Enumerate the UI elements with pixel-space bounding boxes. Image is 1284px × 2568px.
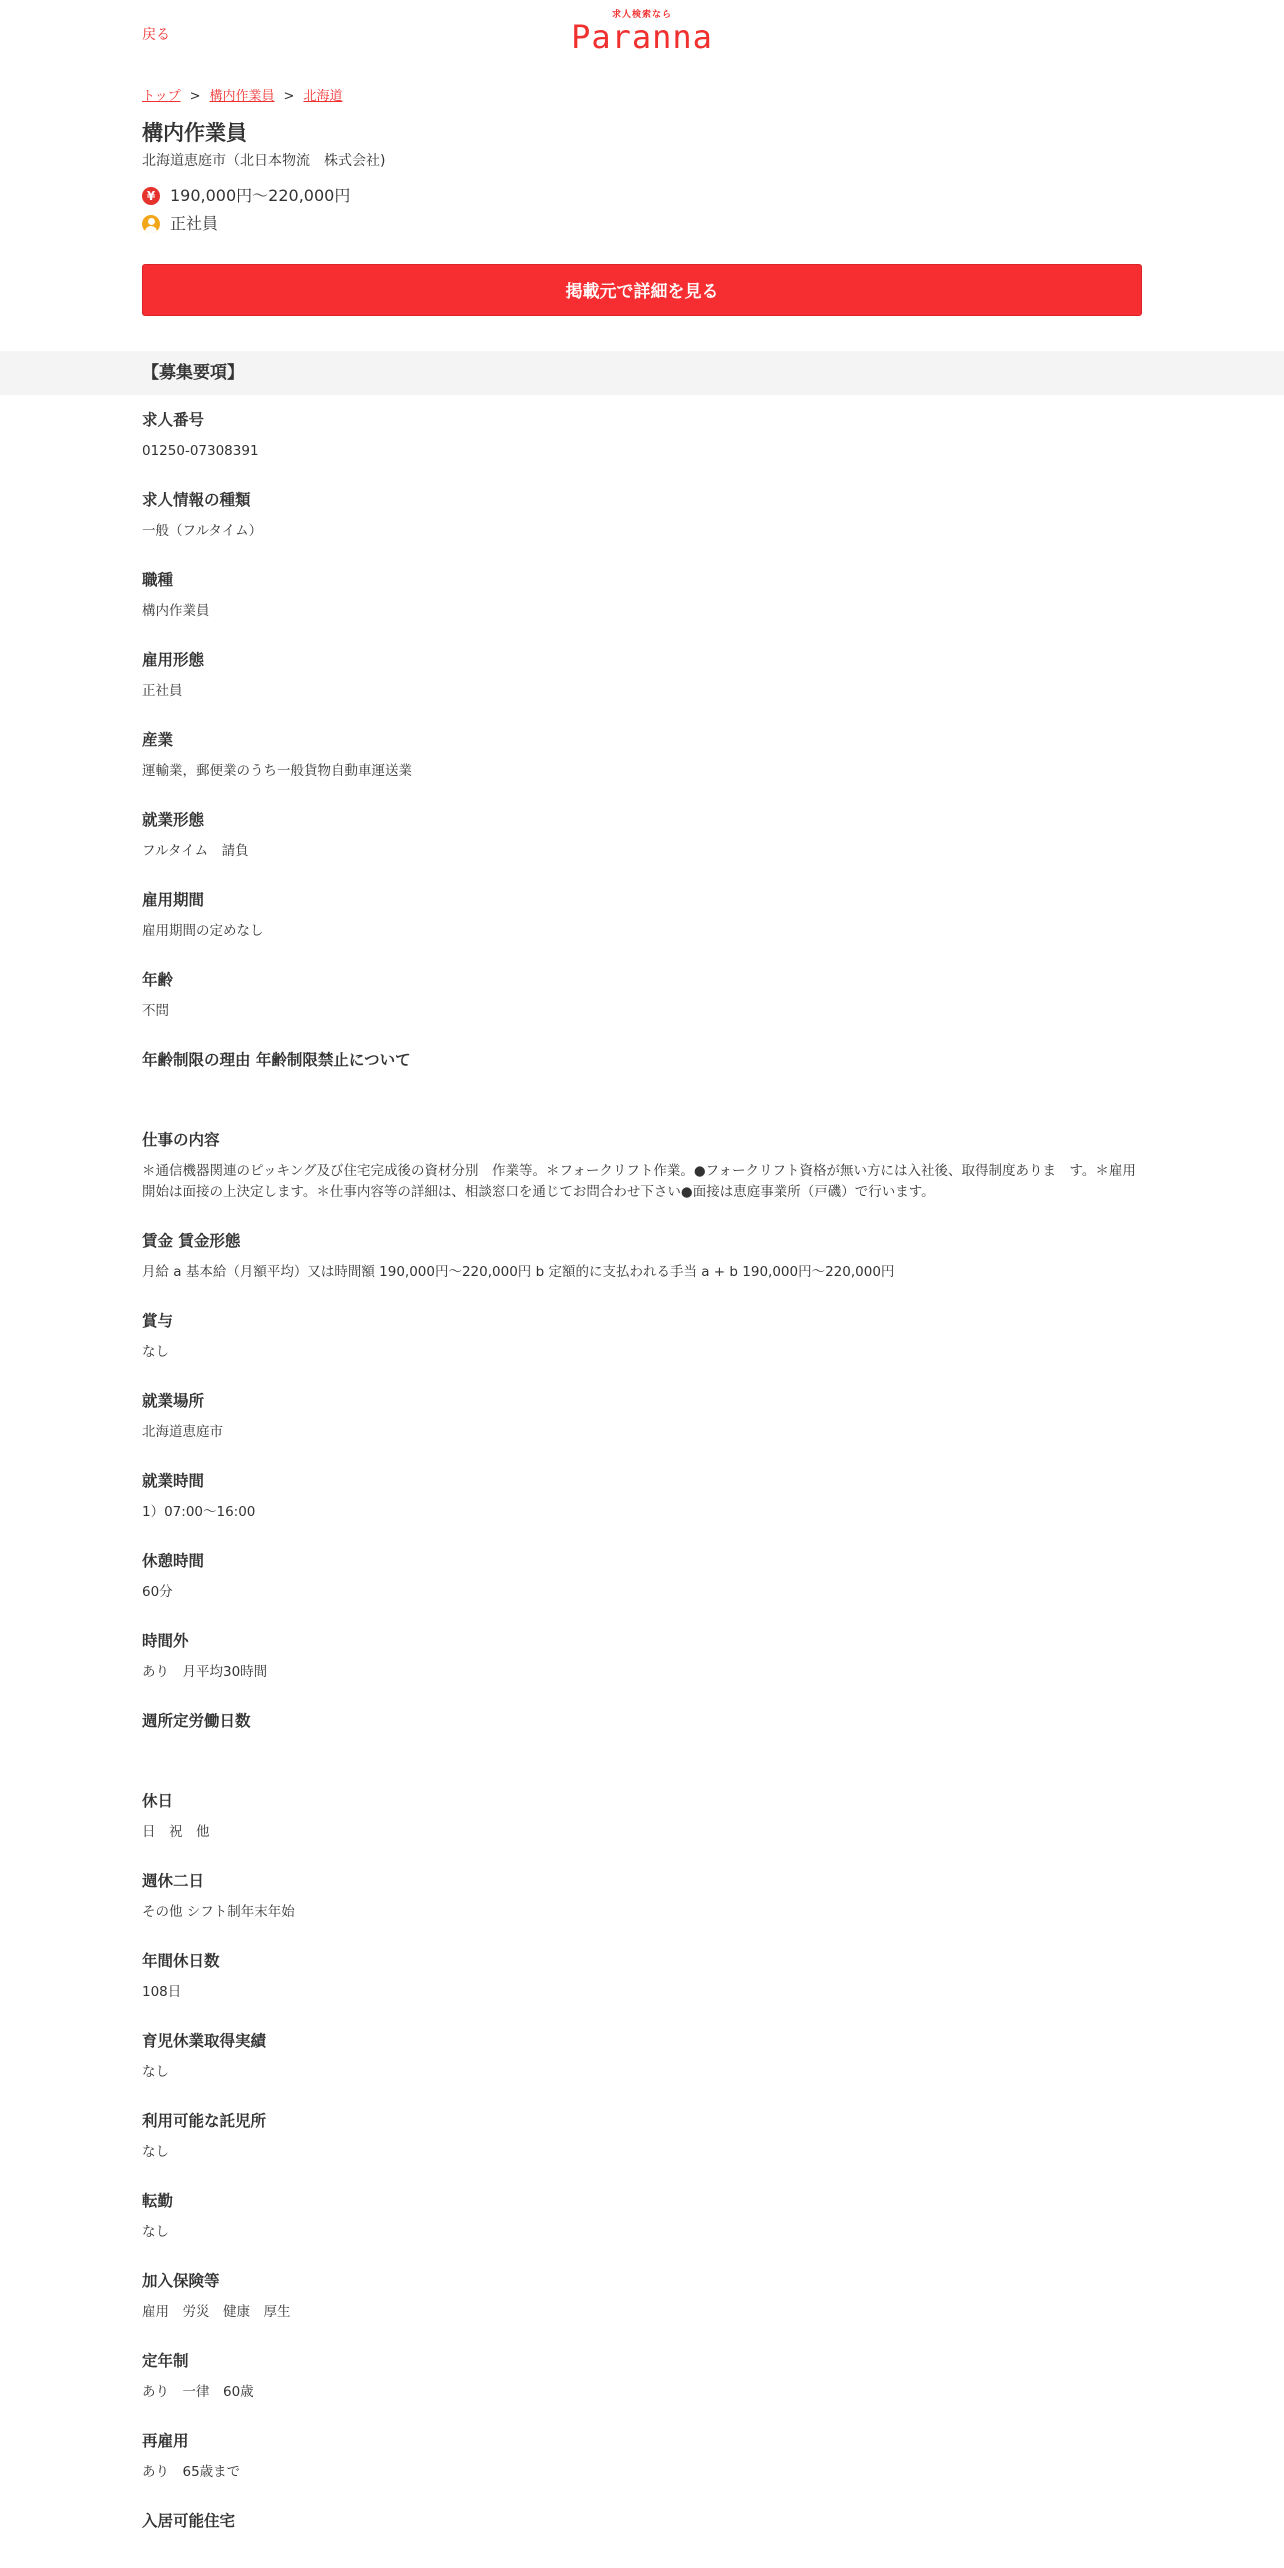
detail-value — [142, 1081, 1142, 1102]
detail-item — [142, 729, 1142, 782]
detail-item — [142, 1129, 1142, 1203]
detail-value: あり 月平均30時間 — [142, 1664, 268, 1680]
detail-label: 週所定労働日数 — [142, 1712, 251, 1730]
breadcrumb-item-top[interactable]: トップ — [142, 89, 181, 104]
detail-value: 正社員 — [142, 683, 183, 699]
detail-value: なし — [142, 1344, 169, 1360]
employment-type: 正社員 — [170, 214, 219, 233]
detail-value: 不問 — [142, 1003, 169, 1019]
detail-label: 休日 — [142, 1792, 174, 1810]
detail-label: 時間外 — [142, 1632, 189, 1650]
detail-value: あり 65歳まで — [142, 2464, 241, 2480]
detail-value: 運輸業，郵便業のうち一般貨物自動車運送業 — [142, 763, 412, 779]
detail-label: 産業 — [142, 731, 174, 749]
detail-value: なし — [142, 2144, 169, 2160]
detail-value: 雇用 労災 健康 厚生 — [142, 2304, 291, 2320]
detail-value: 北海道恵庭市 — [142, 1424, 223, 1440]
detail-item — [142, 1310, 1142, 1363]
detail-item — [142, 1710, 1142, 1763]
section-title: 【募集要項】 — [142, 363, 244, 383]
detail-value: フルタイム 請負 — [142, 843, 249, 859]
detail-label: 年間休日数 — [142, 1952, 220, 1970]
detail-label: 賞与 — [142, 1312, 174, 1330]
detail-label: 求人情報の種類 — [142, 491, 251, 509]
logo-text: Paranna — [571, 18, 713, 56]
detail-label: 利用可能な託児所 — [142, 2112, 267, 2130]
detail-item — [142, 1950, 1142, 2003]
breadcrumb — [142, 85, 1142, 103]
detail-item — [142, 2190, 1142, 2243]
detail-label: 定年制 — [142, 2352, 189, 2370]
detail-value: 60分 — [142, 1584, 173, 1600]
detail-label: 加入保険等 — [142, 2272, 220, 2290]
detail-label: 求人番号 — [142, 411, 205, 429]
detail-label: 年齢 — [142, 971, 174, 989]
logo-tagline: 求人検索なら — [611, 10, 673, 20]
detail-value: なし — [142, 2064, 169, 2080]
detail-item — [142, 1049, 1142, 1102]
person-icon — [142, 215, 160, 233]
detail-label: 育児休業取得実績 — [142, 2032, 267, 2050]
detail-item — [142, 649, 1142, 702]
section-header — [0, 351, 1284, 395]
detail-label: 仕事の内容 — [142, 1131, 220, 1149]
detail-label: 転勤 — [142, 2192, 174, 2210]
detail-item — [142, 889, 1142, 942]
job-details-list — [142, 395, 1142, 2563]
detail-value: 日 祝 他 — [142, 1824, 210, 1840]
detail-item — [142, 969, 1142, 1022]
site-logo[interactable] — [571, 10, 713, 54]
detail-item — [142, 569, 1142, 622]
detail-value: 雇用期間の定めなし — [142, 923, 264, 939]
detail-value: 1）07:00～16:00 — [142, 1504, 256, 1520]
detail-label: 入居可能住宅 — [142, 2512, 236, 2530]
detail-value: なし — [142, 2224, 169, 2240]
breadcrumb-item-region[interactable]: 北海道 — [303, 89, 343, 104]
detail-item — [142, 2510, 1142, 2563]
detail-item — [142, 1230, 1142, 1283]
detail-item — [142, 2270, 1142, 2323]
detail-label: 就業時間 — [142, 1472, 205, 1490]
detail-item — [142, 1550, 1142, 1603]
detail-value: 01250-07308391 — [142, 443, 259, 459]
detail-value — [142, 2542, 1142, 2563]
detail-item — [142, 1390, 1142, 1443]
detail-label: 雇用期間 — [142, 891, 205, 909]
yen-icon: ¥ — [142, 187, 160, 205]
detail-label: 週休二日 — [142, 1872, 205, 1890]
detail-value: 108日 — [142, 1984, 182, 2000]
detail-item — [142, 489, 1142, 542]
breadcrumb-separator: > — [283, 89, 295, 104]
detail-value: 一般（フルタイム） — [142, 523, 263, 539]
breadcrumb-separator: > — [189, 89, 201, 104]
detail-item — [142, 1870, 1142, 1923]
salary-row — [142, 185, 1142, 207]
detail-item — [142, 409, 1142, 462]
detail-item — [142, 2030, 1142, 2083]
detail-label: 再雇用 — [142, 2432, 189, 2450]
detail-label: 就業場所 — [142, 1392, 205, 1410]
detail-label: 就業形態 — [142, 811, 205, 829]
detail-item — [142, 1470, 1142, 1523]
detail-label: 休憩時間 — [142, 1552, 205, 1570]
breadcrumb-item-job[interactable]: 構内作業員 — [209, 89, 275, 104]
detail-label: 職種 — [142, 571, 174, 589]
detail-value: 月給 a 基本給（月額平均）又は時間額 190,000円～220,000円 b 定額的に支払われる手当 a + b 190,000円～220,000円 — [142, 1264, 895, 1280]
page-header — [142, 0, 1142, 60]
company-location: 北海道恵庭市（北日本物流 株式会社) — [142, 153, 386, 169]
detail-value: ＊通信機器関連のピッキング及び住宅完成後の資材分別 作業等。＊フォークリフト作業。●フォークリフト資格が無い方には入社後、取得制度ありま す。＊雇用開始は面接の上決定します。＊仕事内容等の詳細は、相談窓口を通じてお問合わせ下さい●面接は恵庭事業所（戸磯）で行います。 — [142, 1163, 1136, 1200]
back-link[interactable]: 戻る — [142, 27, 170, 43]
employment-type-row — [142, 213, 1142, 235]
detail-item — [142, 1630, 1142, 1683]
salary-range: 190,000円～220,000円 — [170, 186, 351, 205]
detail-value: あり 一律 60歳 — [142, 2384, 254, 2400]
detail-item — [142, 809, 1142, 862]
detail-value: その他 シフト制年末年始 — [142, 1904, 295, 1920]
detail-label: 年齢制限の理由 年齢制限禁止について — [142, 1051, 411, 1069]
detail-item — [142, 2350, 1142, 2403]
detail-item — [142, 1790, 1142, 1843]
detail-label: 賃金 賃金形態 — [142, 1232, 241, 1250]
detail-item — [142, 2110, 1142, 2163]
detail-label: 雇用形態 — [142, 651, 205, 669]
detail-item — [142, 2430, 1142, 2483]
detail-value: 構内作業員 — [142, 603, 210, 619]
job-title: 構内作業員 — [142, 121, 247, 145]
detail-value — [142, 1742, 1142, 1763]
view-source-details-button[interactable]: 掲載元で詳細を見る — [142, 264, 1142, 316]
